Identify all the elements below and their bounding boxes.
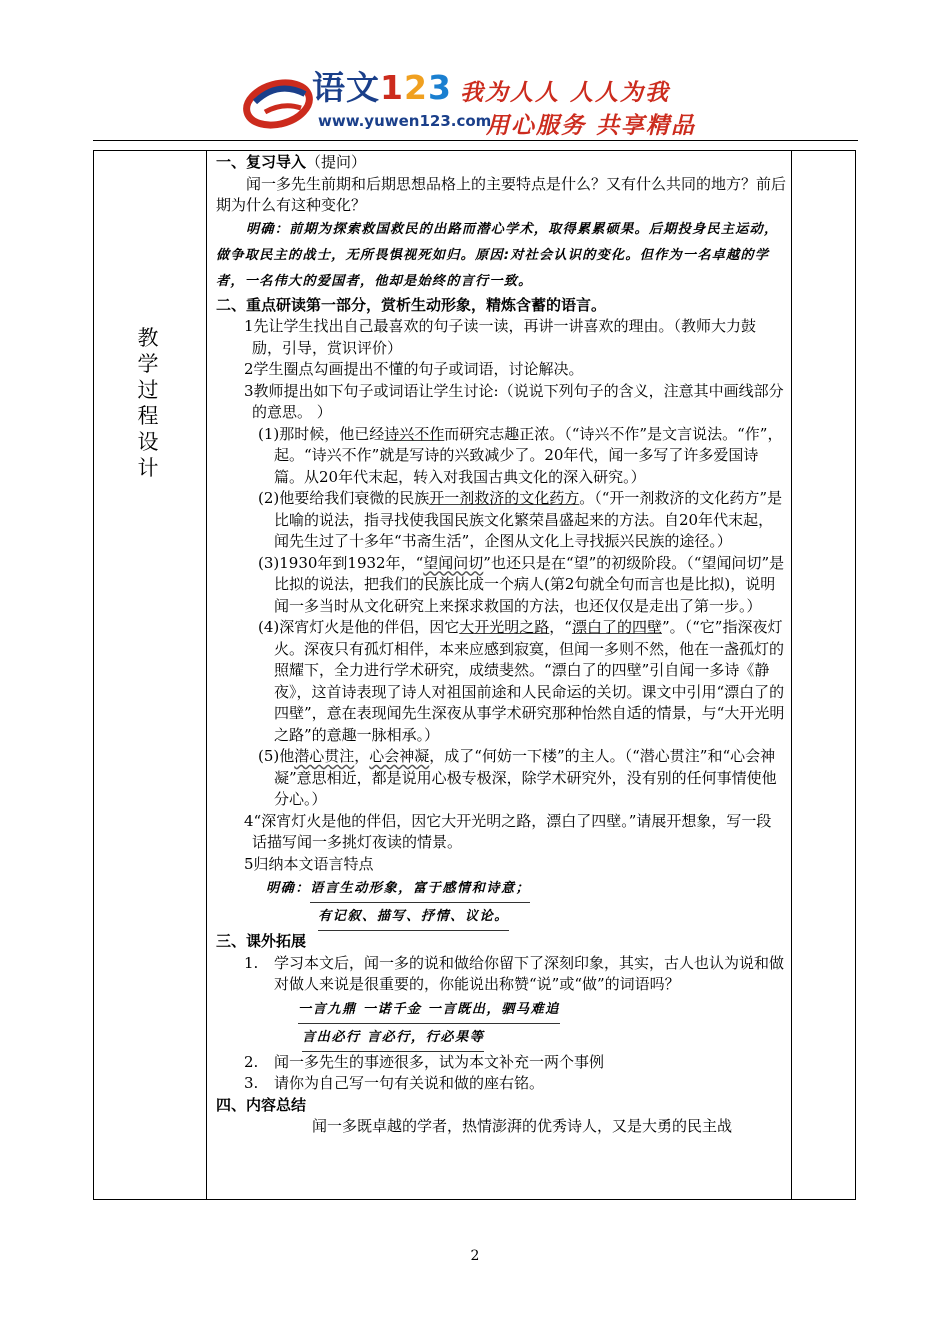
section-1-answer: 明确：前期为探索救国救民的出路而潜心学术，取得累累硕果。后期投身民主运动，做争取民主的战士，无所畏惧视死如归。原因:对社会认识的变化。但作为一名卓越的学者，一名伟大的爱国者，他却是始终的言行一致。 (216, 221, 779, 289)
section-4-summary: 闻一多既卓越的学者，热情澎湃的优秀诗人，又是大勇的民主战 (312, 1117, 733, 1135)
page-number: 2 (470, 1248, 480, 1264)
extension-item-2: 2. 闻一多先生的事迹很多，试为本文补充一两个事例 (244, 1052, 605, 1071)
column-divider (791, 151, 792, 1199)
section-3-heading: 三、课外拓展 (216, 932, 307, 950)
discussion-sentence-1: (1)那时候，他已经诗兴不作而研究志趣正浓。（“诗兴不作”是文言说法。“作”，起。“诗兴不作”就是写诗的兴致减少了。20年代，闻一多写了许多爱国诗篇。从20年代末起，转入对我国古典文化的深入研究。） (258, 424, 783, 486)
side-label-char: 过 (137, 378, 159, 402)
header-divider (93, 140, 858, 141)
side-label-char: 教 (137, 326, 159, 350)
logo-text: 语文123 (312, 68, 452, 107)
handwritten-answer-2: 言出必行 言必行，行必果等 (216, 1024, 786, 1052)
extension-item-1: 1. 学习本文后，闻一多的说和做给你留下了深刻印象，其实，古人也认为说和做对做人来说是很重要的，你能说出称赞“说”或“做”的词语吗？ (244, 953, 785, 993)
page-header (0, 0, 950, 150)
section-2-item-2: 2学生圈点勾画提出不懂的句子或词语，讨论解决。 (244, 360, 584, 378)
section-2-item-1: 1先让学生找出自己最喜欢的句子读一读，再讲一讲喜欢的理由。（教师大力鼓励，引导，赏识评价） (244, 317, 757, 357)
discussion-sentence-5: (5)他潜心贯注，心会神凝，成了“何妨一下楼”的主人。（“潜心贯注”和“心会神凝”意思相近，都是说用心极专极深，除学术研究外，没有别的任何事情使他分心。） (258, 747, 777, 808)
lesson-table (93, 150, 856, 1200)
language-features-answer-2 (216, 903, 786, 931)
section-4-heading: 四、内容总结 (216, 1095, 307, 1114)
extension-item-3: 3. 请你为自己写一句有关说和做的座右铭。 (244, 1074, 545, 1092)
answer-line-2: 有记叙、描写、抒情、议论。 (318, 905, 509, 931)
discussion-sentence-3: (3)1930年到1932年，“望闻问切”也还只是在“望”的初级阶段。（“望闻问切”是比拟的说法，把我们的民族比成一个病人(第2句就全句而言也是比拟)，说明闻一多当时从文化研究上来探求救国的方法，也还仅仅是走出了第一步。） (258, 553, 785, 615)
section-2-item-4: 4“深宵灯火是他的伴侣，因它大开光明之路，漂白了四壁。”请展开想象，写一段话描写闻一多挑灯夜读的情景。 (244, 811, 772, 851)
section-1-heading: 一、复习导入（提问） (216, 153, 367, 171)
discussion-sentence-4: (4)深宵灯火是他的伴侣，因它大开光明之路，“漂白了的四壁”。（“它”指深夜灯火。深夜只有孤灯相伴，本来应感到寂寞，但闻一多则不然，他在一盏孤灯的照耀下，全力进行学术研究，成绩斐然。“漂白了的四壁”引自闻一多诗《静夜》，这首诗表现了诗人对祖国前途和人民命运的关切。课文中引用“漂白了的四壁”，意在表现闻先生深夜从事学术研究那种怡然自适的情景，与“大开光明之路”的意趣一脉相承。） (258, 618, 785, 744)
side-label-teaching-process (132, 325, 164, 481)
section-1-question: 闻一多先生前期和后期思想品格上的主要特点是什么？又有什么共同的地方？前后期为什么有这种变化？ (216, 174, 787, 214)
side-label-char: 设 (137, 430, 159, 454)
slogan-line-1: 我为人人 人人为我 (460, 80, 671, 106)
language-features-answer (216, 875, 786, 903)
logo-swoosh-icon (243, 72, 313, 130)
lesson-content (216, 152, 786, 1138)
discussion-sentence-2: (2)他要给我们衰微的民族开一剂救济的文化药方。（“开一剂救济的文化药方”是比喻的说法，指寻找使我国民族文化繁荣昌盛起来的方法。自20年代末起，闻先生过了十多年“书斋生活”，企图从文化上寻找振兴民族的途径。） (258, 489, 783, 550)
answer-line-1: 语言生动形象，富于感情和诗意； (310, 877, 530, 903)
logo-url: www.yuwen123.com (318, 112, 492, 130)
slogan-line-2: 用心服务 共享精品 (486, 113, 697, 139)
column-divider (206, 151, 207, 1199)
side-label-char: 学 (137, 352, 159, 376)
section-2-item-5: 5归纳本文语言特点 (244, 854, 374, 873)
answer-label: 明确： (266, 881, 311, 896)
handwritten-answer-1: 一言九鼎 一诺千金 一言既出，驷马难追 (216, 996, 786, 1024)
section-2-item-3: 3教师提出如下句子或词语让学生讨论:（说说下列句子的含义，注意其中画线部分的意思。 ） (244, 381, 784, 421)
section-2-heading: 二、重点研读第一部分，赏析生动形象，精炼含蓄的语言。 (216, 295, 607, 314)
side-label-char: 程 (137, 404, 159, 428)
side-label-char: 计 (137, 456, 159, 480)
